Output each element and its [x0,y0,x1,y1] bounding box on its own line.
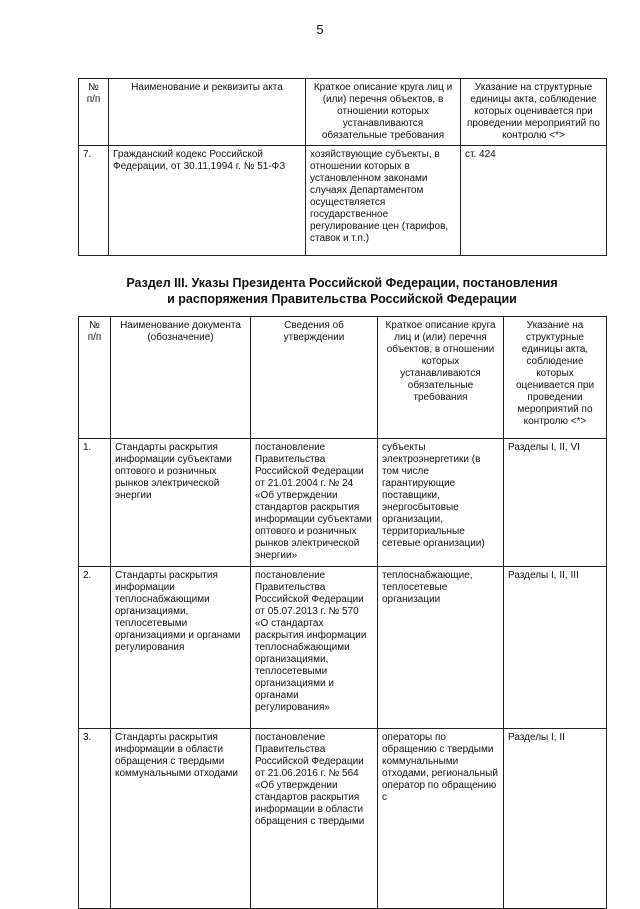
act-units: ст. 424 [461,146,607,256]
decrees-table [78,316,607,909]
approval-info: постановление Правительства Российской Федерации от 21.06.2016 г. № 564 «Об утверждении стандартов раскрытия информации в области обращения с твердыми [251,729,378,909]
header-number: № п/п [79,317,111,439]
approval-info: постановление Правительства Российской Федерации от 21.01.2004 г. № 24 «Об утверждении стандартов раскрытия информации субъектами оптового и розничных рынков электрической энергии» [251,439,378,567]
table-row [79,567,607,729]
row-number: 7. [79,146,109,256]
acts-table [78,78,607,256]
table-row [79,146,607,256]
description: теплоснабжающие, теплосетевые организации [378,567,504,729]
description: операторы по обращению с твердыми коммунальными отходами, региональный оператор по обращению с [378,729,504,909]
table-row [79,729,607,909]
structural-units: Разделы I, II [504,729,607,909]
header-approval: Сведения об утверждении [251,317,378,439]
table-row [79,439,607,567]
header-act-name: Наименование и реквизиты акта [109,79,306,146]
table-header-row [79,79,607,146]
row-number: 2. [79,567,111,729]
header-description: Краткое описание круга лиц и (или) перечня объектов, в отношении которых устанавливаются обязательные требования [378,317,504,439]
structural-units: Разделы I, II, VI [504,439,607,567]
table-header-row [79,317,607,439]
row-number: 3. [79,729,111,909]
header-number: № п/п [79,79,109,146]
approval-info: постановление Правительства Российской Федерации от 05.07.2013 г. № 570 «О стандартах раскрытия информации теплоснабжающими организациями, теплосетевыми организациями и органами регулирования» [251,567,378,729]
act-name: Гражданский кодекс Российской Федерации, от 30.11.1994 г. № 51-ФЗ [109,146,306,256]
header-structural-units: Указание на структурные единицы акта, соблюдение которых оценивается при проведении мероприятий по контролю <*> [504,317,607,439]
document-name: Стандарты раскрытия информации теплоснабжающими организациями, теплосетевыми организациями и органами регулирования [111,567,251,729]
structural-units: Разделы I, II, III [504,567,607,729]
header-document-name: Наименование документа (обозначение) [111,317,251,439]
section-title: Раздел III. Указы Президента Российской Федерации, постановления и распоряжения Правительства Российской Федерации [126,276,558,306]
header-description: Краткое описание круга лиц и (или) перечня объектов, в отношении которых устанавливаются обязательные требования [306,79,461,146]
row-number: 1. [79,439,111,567]
header-structural-units: Указание на структурные единицы акта, соблюдение которых оценивается при проведении мероприятий по контролю <*> [461,79,607,146]
act-description: хозяйствующие субъекты, в отношении которых в установленном законами случаях Департаментом осуществляется государственное регулирование цен (тарифов, ставок и т.п.) [306,146,461,256]
description: субъекты электроэнергетики (в том числе гарантирующие поставщики, энергосбытовые организации, территориальные сетевые организации) [378,439,504,567]
page-number: 5 [316,22,324,37]
document-name: Стандарты раскрытия информации субъектами оптового и розничных рынков электрической энергии [111,439,251,567]
document-name: Стандарты раскрытия информации в области обращения с твердыми коммунальными отходами [111,729,251,909]
